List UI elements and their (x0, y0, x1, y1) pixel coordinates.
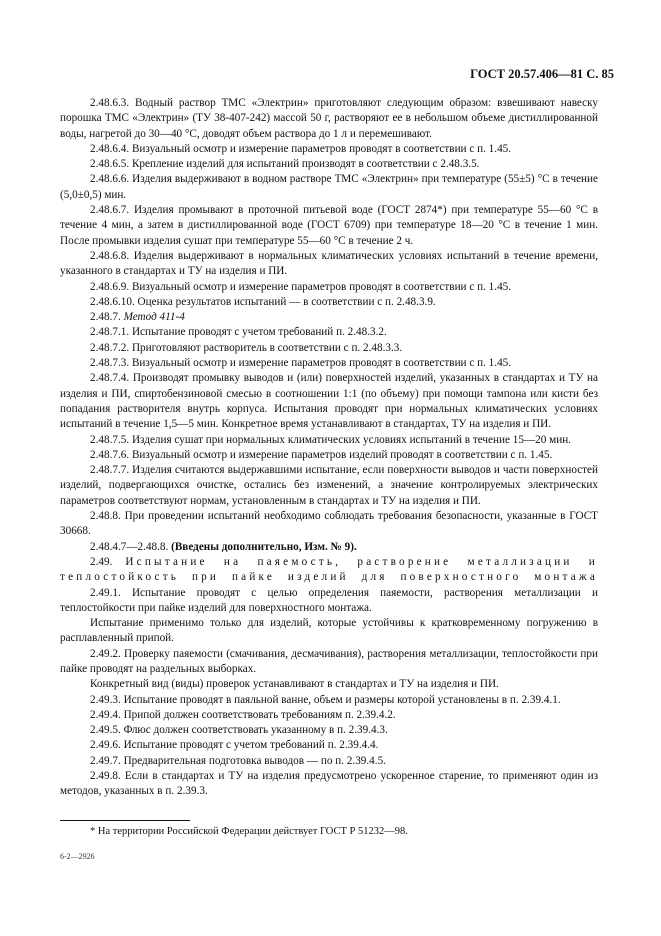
paragraph: 2.48.6.4. Визуальный осмотр и измерение параметров проводят в соответствии с п. 1.45. (90, 142, 512, 155)
paragraph: 2.49.4. Припой должен соответствовать требованиям п. 2.39.4.2. (90, 708, 396, 721)
paragraph: 2.48.6.3. Водный раствор ТМС «Электрин» приготовляют следующим образом: взвешивают навеску порошка ТМС «Электрин» (ТУ 38-407-242) массой 50 г, растворяют ее в небольшом объеме дистиллированной воды, нагретой до 30—40 °С, доводят объем раствора до 1 л и перемешивают. (60, 97, 598, 140)
paragraph: 2.49.6. Испытание проводят с учетом требований п. 2.39.4.4. (90, 739, 379, 752)
paragraph: 2.48.6.5. Крепление изделий для испытаний производят в соответствии с 2.48.3.5. (90, 158, 480, 171)
paragraph: 2.49.5. Флюс должен соответствовать указанному в п. 2.39.4.3. (90, 724, 388, 737)
paragraph: 2.49.7. Предварительная подготовка выводов — по п. 2.39.4.5. (90, 754, 386, 767)
amendment-range: 2.48.4.7—2.48.8. (90, 540, 169, 553)
amendment-text: (Введены дополнительно, Изм. № 9). (171, 540, 357, 553)
paragraph: 2.48.8. При проведении испытаний необходимо соблюдать требования безопасности, указанные в ГОСТ 30668. (60, 510, 598, 538)
print-mark: 6-2—2926 (60, 852, 95, 861)
paragraph: 2.49.1. Испытание проводят с целью определения паяемости, растворения металлизации и теплостойкости при пайке изделий для поверхностного монтажа. (60, 586, 598, 614)
paragraph: 2.48.6.7. Изделия промывают в проточной питьевой воде (ГОСТ 2874*) при температуре 55—60 °С в течение 4 мин, а затем в дистиллированной воде (ГОСТ 6709) при температуре 18—20 °С в течение 1 мин. После промывки изделия сушат при температуре 55—60 °С в течение 2 ч. (60, 204, 598, 247)
paragraph: 2.48.6.10. Оценка результатов испытаний — в соответствии с п. 2.48.3.9. (90, 295, 436, 308)
page-header: ГОСТ 20.57.406—81 С. 85 (470, 67, 614, 81)
paragraph: 2.48.7.2. Приготовляют растворитель в соответствии с п. 2.48.3.3. (90, 341, 403, 354)
paragraph: 2.48.6.6. Изделия выдерживают в водном растворе ТМС «Электрин» при температуре (55±5) °С в течение (5,0±0,5) мин. (60, 173, 598, 201)
section-number: 2.49. (90, 555, 113, 568)
paragraph: 2.49.8. Если в стандартах и ТУ на изделия предусмотрено ускоренное старение, то применяют один из методов, указанных в п. 2.39.3. (60, 770, 598, 798)
paragraph: 2.48.7.1. Испытание проводят с учетом требований п. 2.48.3.2. (90, 326, 387, 339)
amendment-note (60, 540, 598, 555)
paragraph: Испытание применимо только для изделий, которые устойчивы к кратковременному погружению в расплавленный припой. (60, 617, 598, 645)
method-number: 2.48.7. (90, 311, 121, 324)
paragraph: Конкретный вид (виды) проверок устанавливают в стандартах и ТУ на изделия и ПИ. (90, 678, 499, 691)
paragraph: 2.49.2. Проверку паяемости (смачивания, десмачивания), растворения металлизации, теплостойкости при пайке проводят на раздельных выборках. (60, 647, 598, 675)
paragraph: 2.48.7.7. Изделия считаются выдержавшими испытание, если поверхности выводов и части поверхностей изделий, подвергающихся очистке, остались без изменений, а значение контролируемых электрических параметров соответствуют нормам, установленным в стандартах и ТУ на изделия и ПИ. (60, 464, 598, 507)
section-title: Испытание на паяемость, растворение металлизации и теплостойкость при пайке изделий для поверхностного монтажа (60, 555, 598, 584)
paragraph: 2.48.7.3. Визуальный осмотр и измерение параметров проводят в соответствии с п. 1.45. (90, 357, 512, 370)
paragraph: 2.48.7.5. Изделия сушат при нормальных климатических условиях испытаний в течение 15—20 мин. (90, 433, 571, 446)
paragraph: 2.48.7.4. Производят промывку выводов и (или) поверхностей изделий, указанных в стандартах и ТУ на изделия и ПИ, спиртобензиновой смесью в соотношении 1:1 (по объему) при помощи тампона или кисти без попадания растворителя внутрь корпуса. Испытания проводят при нормальных климатических условиях испытаний в течение 1,5—5 мин. Конкретное время устанавливают в стандартах, ТУ на изделия и ПИ. (60, 372, 598, 431)
method-heading (60, 310, 598, 325)
section-heading (60, 555, 598, 586)
paragraph: 2.48.6.9. Визуальный осмотр и измерение параметров проводят в соответствии с п. 1.45. (90, 280, 512, 293)
document-body (60, 96, 598, 800)
footnote-divider (60, 820, 190, 821)
method-title: Метод 411-4 (123, 311, 185, 324)
footnote: * На территории Российской Федерации действует ГОСТ Р 51232—98. (90, 826, 408, 837)
paragraph: 2.48.6.8. Изделия выдерживают в нормальных климатических условиях испытаний в течение времени, указанного в стандартах и ТУ на изделия и ПИ. (60, 249, 598, 278)
paragraph: 2.49.3. Испытание проводят в паяльной ванне, объем и размеры которой установлены в п. 2.39.4.1. (90, 693, 561, 706)
paragraph: 2.48.7.6. Визуальный осмотр и измерение параметров изделий проводят в соответствии с п. 1.45. (90, 448, 553, 461)
